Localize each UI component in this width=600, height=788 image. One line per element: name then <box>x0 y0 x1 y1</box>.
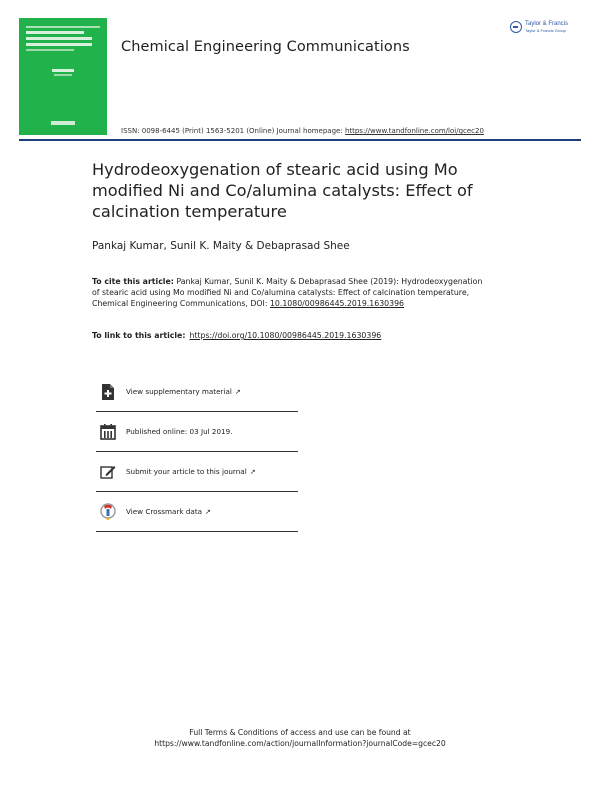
external-link-icon: ↗ <box>249 468 256 476</box>
submit-article-item[interactable] <box>96 452 298 492</box>
cite-text: Pankaj Kumar, Sunil K. Maity & Debaprasad Shee (2019): Hydrodeoxygenation of stearic acid using Mo modified Ni and Co/alumina catalysts: Effect of calcination temperature, Chemical Engineering Communications, DOI: <box>92 277 483 308</box>
footer-journal-info-link[interactable]: https://www.tandfonline.com/action/journalInformation?journalCode=gcec20 <box>154 739 446 748</box>
article-link-row <box>92 331 381 340</box>
published-online-item <box>96 412 298 452</box>
journal-homepage-link[interactable]: https://www.tandfonline.com/loi/gcec20 <box>344 127 484 135</box>
issn-text: ISSN: 0098-6445 (Print) 1563-5201 (Online) Journal homepage: <box>121 127 345 135</box>
supplementary-material-item[interactable] <box>96 372 298 412</box>
crossmark-label: View Crossmark data <box>126 507 203 516</box>
document-plus-icon <box>100 384 116 400</box>
publisher-logo-sub: Taylor & Francis Group <box>525 28 566 33</box>
link-label: To link to this article: <box>92 331 186 340</box>
supplementary-material-label: View supplementary material <box>126 387 232 396</box>
issn-line <box>121 127 484 135</box>
footer <box>0 727 600 749</box>
crossmark-icon <box>100 504 116 520</box>
pencil-icon <box>100 464 116 480</box>
article-info-list <box>96 372 298 532</box>
cite-doi-link[interactable]: 10.1080/00986445.2019.1630396 <box>269 299 405 308</box>
publisher-logo[interactable] <box>510 17 584 37</box>
citation-block <box>92 276 492 309</box>
cite-label: To cite this article: <box>92 277 174 286</box>
journal-title: Chemical Engineering Communications <box>121 39 410 55</box>
publisher-logo-icon <box>510 21 522 33</box>
article-authors: Pankaj Kumar, Sunil K. Maity & Debaprasad Shee <box>92 240 350 252</box>
footer-line-1: Full Terms & Conditions of access and use can be found at <box>189 728 411 737</box>
external-link-icon: ↗ <box>205 508 211 516</box>
publisher-logo-name: Taylor & Francis <box>525 21 569 27</box>
header-divider <box>19 139 581 141</box>
calendar-icon <box>100 424 116 440</box>
published-online-label: Published online: 03 Jul 2019. <box>126 427 233 436</box>
crossmark-item[interactable] <box>96 492 298 532</box>
external-link-icon: ↗ <box>234 388 241 396</box>
article-doi-link[interactable]: https://doi.org/10.1080/00986445.2019.1630396 <box>189 331 382 340</box>
submit-article-label: Submit your article to this journal <box>126 467 247 476</box>
journal-cover-image <box>19 18 107 135</box>
article-title: Hydrodeoxygenation of stearic acid using Mo modified Ni and Co/alumina catalysts: Effect of calcination temperature <box>92 160 473 221</box>
